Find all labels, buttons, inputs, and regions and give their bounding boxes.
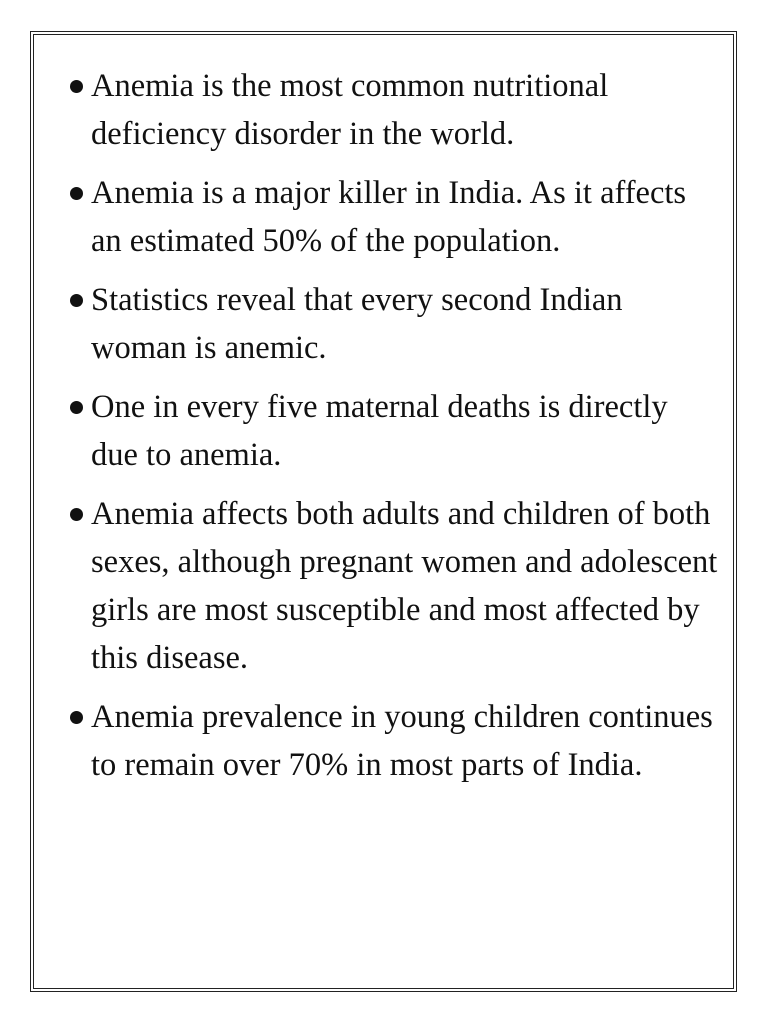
bullet-text: Anemia prevalence in young children continues to remain over 70% in most parts of India.	[91, 699, 713, 783]
bullet-list	[70, 62, 720, 800]
bullet-text: Anemia affects both adults and children of both sexes, although pregnant women and adolescent girls are most susceptible and most affected by this disease.	[91, 496, 718, 676]
bullet-icon	[70, 80, 83, 93]
bullet-icon	[70, 294, 83, 307]
list-item	[70, 276, 720, 372]
bullet-text: Statistics reveal that every second Indian woman is anemic.	[91, 282, 623, 366]
list-item	[70, 490, 720, 682]
bullet-text: One in every five maternal deaths is directly due to anemia.	[91, 389, 668, 473]
bullet-icon	[70, 508, 83, 521]
bullet-icon	[70, 401, 83, 414]
bullet-icon	[70, 187, 83, 200]
bullet-text: Anemia is a major killer in India. As it affects an estimated 50% of the population.	[91, 175, 687, 259]
list-item	[70, 693, 720, 789]
list-item	[70, 383, 720, 479]
list-item	[70, 169, 720, 265]
bullet-icon	[70, 711, 83, 724]
bullet-text: Anemia is the most common nutritional deficiency disorder in the world.	[91, 68, 609, 152]
list-item	[70, 62, 720, 158]
